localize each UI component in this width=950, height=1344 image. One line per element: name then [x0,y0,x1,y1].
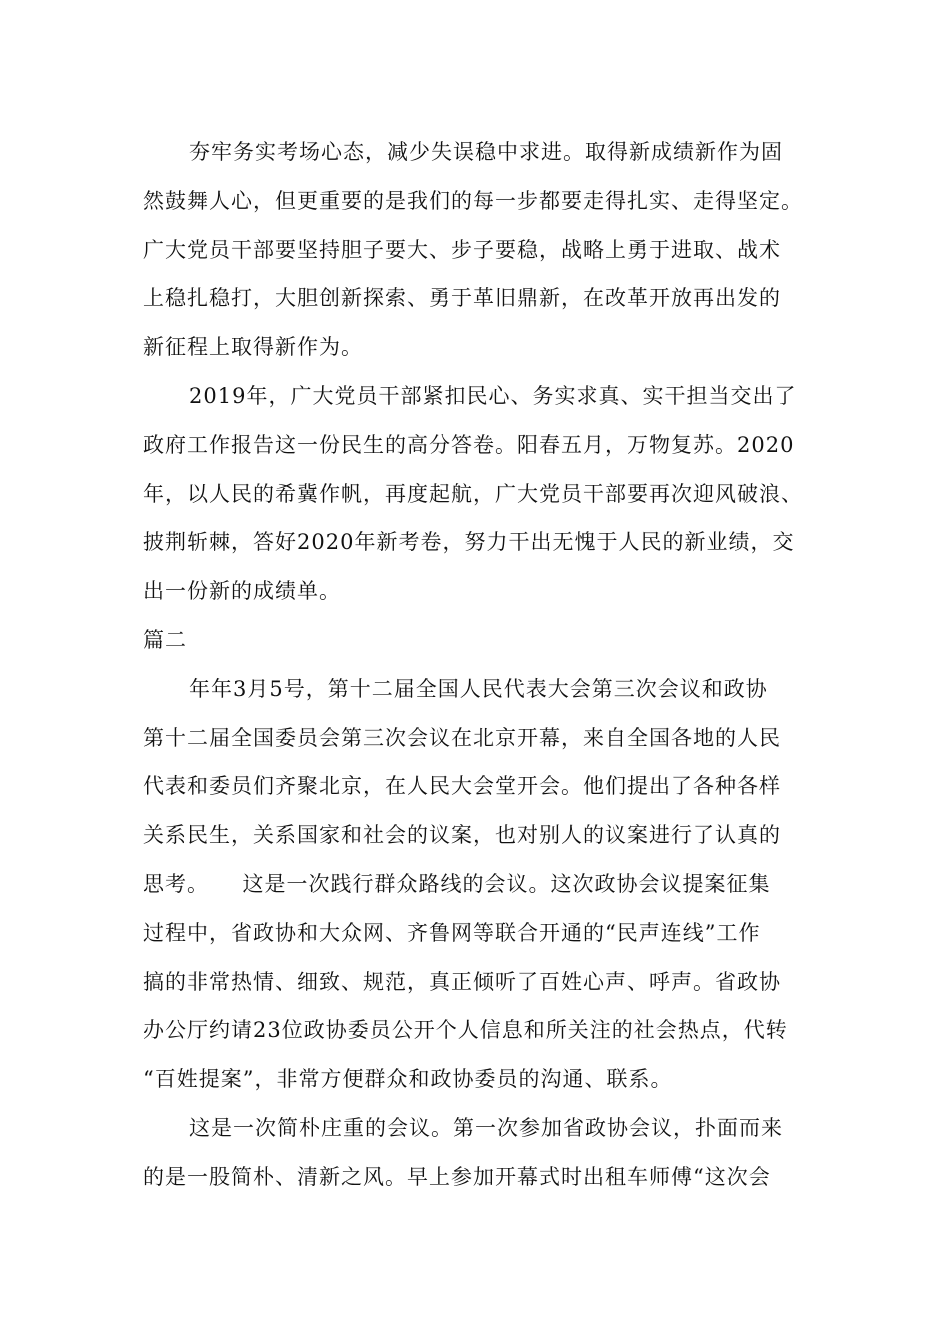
text-line: 的是一股简朴、清新之风。早上参加开幕式时出租车师傅“这次会 [143,1164,771,1189]
text-line: 2019年，广大党员干部紧扣民心、务实求真、实干担当交出了 [189,383,797,408]
text-line: 年，以人民的希冀作帆，再度起航，广大党员干部要再次迎风破浪、 [143,481,803,506]
text-line: 年年3月5号，第十二届全国人民代表大会第三次会议和政协 [189,676,768,701]
section-heading: 篇二 [143,627,187,652]
text-line: 夯牢务实考场心态，减少失误稳中求进。取得新成绩新作为固 [189,140,783,164]
text-line: 关系民生，关系国家和社会的议案，也对别人的议案进行了认真的 [143,823,781,848]
text-line: 出一份新的成绩单。 [143,579,341,604]
text-line: “百姓提案”，非常方便群众和政协委员的沟通、联系。 [143,1067,673,1092]
text-line: 披荆斩棘，答好2020年新考卷，努力干出无愧于人民的新业绩，交 [143,530,795,555]
text-line: 办公厅约请23位政协委员公开个人信息和所关注的社会热点，代转 [143,1018,788,1043]
paragraph-2 [143,372,823,616]
document-body [143,128,823,1202]
text-line: 思考。 这是一次践行群众路线的会议。这次政协会议提案征集 [143,871,771,896]
text-line: 代表和委员们齐聚北京，在人民大会堂开会。他们提出了各种各样 [143,774,781,799]
text-line: 过程中，省政协和大众网、齐鲁网等联合开通的“民声连线”工作 [143,920,761,945]
paragraph-3 [143,665,823,1104]
text-line: 上稳扎稳打，大胆创新探索、勇于革旧鼎新，在改革开放再出发的 [143,286,781,311]
text-line: 这是一次简朴庄重的会议。第一次参加省政协会议，扑面而来 [189,1115,783,1140]
text-line: 政府工作报告这一份民生的高分答卷。阳春五月，万物复苏。2020 [143,432,795,457]
text-line: 第十二届全国委员会第三次会议在北京开幕，来自全国各地的人民 [143,725,781,750]
text-line: 新征程上取得新作为。 [143,335,363,360]
text-line: 然鼓舞人心，但更重要的是我们的每一步都要走得扎实、走得坚定。 [143,188,803,213]
text-line: 搞的非常热情、细致、规范，真正倾听了百姓心声、呼声。省政协 [143,969,781,994]
paragraph-4 [143,1104,823,1202]
text-line: 广大党员干部要坚持胆子要大、步子要稳，战略上勇于进取、战术 [143,237,781,262]
paragraph-1 [143,128,823,372]
